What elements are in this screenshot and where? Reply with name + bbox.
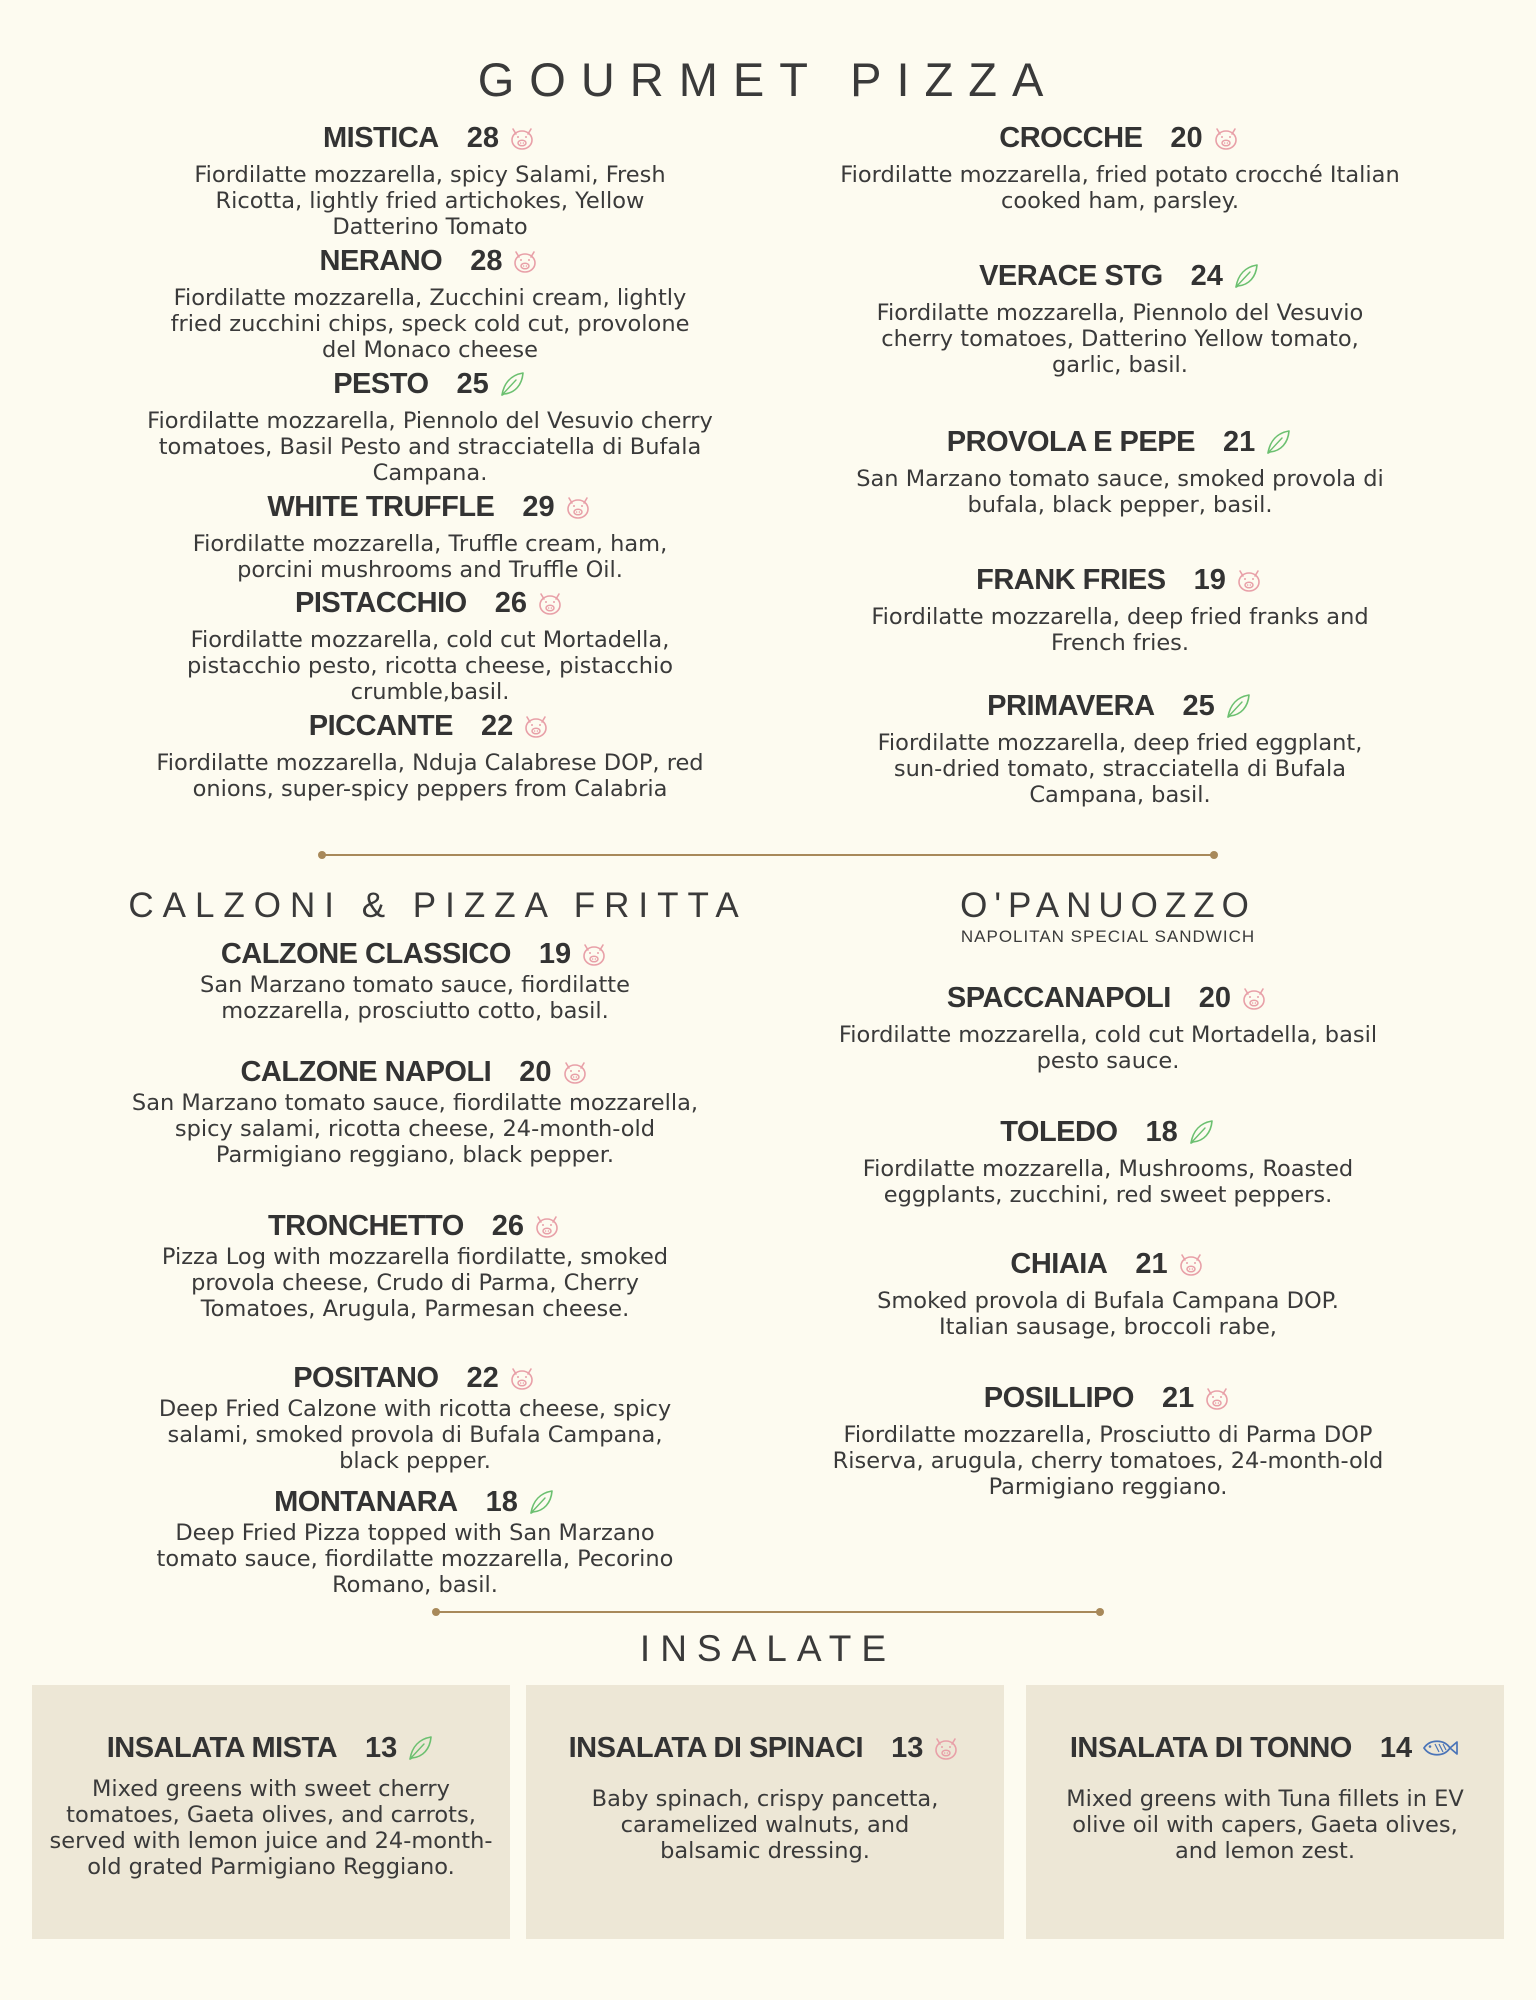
- section-title-gourmet-pizza: GOURMET PIZZA: [477, 53, 1059, 106]
- item-description: Deep Fried Pizza topped with San Marzano tomato sauce, fiordilatte mozzarella, Pecorino Romano, basil.: [156, 1520, 674, 1598]
- item-price: 24: [1190, 260, 1223, 292]
- menu-item-mistica: [128, 120, 732, 240]
- item-price: 19: [538, 938, 572, 970]
- menu-item-frank-fries: [820, 562, 1420, 656]
- menu-item-montanara: [115, 1484, 715, 1598]
- item-description: Deep Fried Calzone with ricotta cheese, spicy salami, smoked provola di Bufala Campana, black pepper.: [158, 1396, 672, 1474]
- menu-item-nerano: [128, 243, 732, 363]
- pig-icon: [1202, 1383, 1232, 1413]
- item-price: 18: [1145, 1116, 1178, 1148]
- item-price: 20: [519, 1056, 552, 1088]
- item-description: Smoked provola di Bufala Campana DOP. Italian sausage, broccoli rabe,: [877, 1288, 1339, 1340]
- menu-item-pesto: [128, 366, 732, 486]
- item-name: CHIAIA: [1010, 1248, 1108, 1280]
- menu-item-verace-stg: [820, 258, 1420, 378]
- item-name: CALZONE CLASSICO: [220, 938, 511, 970]
- pig-icon: [1211, 123, 1241, 153]
- item-name: NERANO: [319, 245, 443, 277]
- menu-item-tronchetto: [115, 1208, 715, 1322]
- section-title-insalate: INSALATE: [639, 1628, 897, 1669]
- fish-icon: [1420, 1733, 1460, 1763]
- item-description: Fiordilatte mozzarella, cold cut Mortadella, basil pesto sauce.: [838, 1022, 1378, 1074]
- item-price: 13: [365, 1732, 398, 1764]
- item-price: 22: [480, 710, 514, 742]
- section-subtitle-panuozzo: NAPOLITAN SPECIAL SANDWICH: [960, 927, 1256, 946]
- section-divider: [436, 1611, 1100, 1613]
- item-price: 21: [1135, 1248, 1168, 1280]
- leaf-icon: [1223, 691, 1253, 721]
- pig-icon: [507, 123, 537, 153]
- pig-icon: [532, 1211, 562, 1241]
- item-price: 19: [1193, 564, 1226, 596]
- item-name: PESTO: [333, 368, 429, 400]
- item-name: POSITANO: [293, 1362, 439, 1394]
- pig-icon: [1176, 1249, 1206, 1279]
- item-name: MISTICA: [323, 122, 439, 154]
- pig-icon: [931, 1733, 961, 1763]
- item-name: MONTANARA: [274, 1486, 458, 1518]
- menu-item-white-truffle: [128, 489, 732, 583]
- gourmet-right-column: [820, 120, 1420, 820]
- pig-icon: [579, 939, 609, 969]
- item-description: Fiordilatte mozzarella, deep fried franks and French fries.: [871, 604, 1369, 656]
- menu-item-calzone-classico: [115, 936, 715, 1024]
- item-description: Fiordilatte mozzarella, spicy Salami, Fresh Ricotta, lightly fried artichokes, Yellow Datterino Tomato: [194, 162, 666, 240]
- item-description: Fiordilatte mozzarella, deep fried eggplant, sun-dried tomato, stracciatella di Bufala Campana, basil.: [877, 730, 1363, 808]
- item-price: 21: [1161, 1382, 1195, 1414]
- pig-icon: [560, 1057, 590, 1087]
- item-price: 28: [466, 122, 499, 154]
- pig-icon: [521, 711, 551, 741]
- menu-item-provola-e-pepe: [820, 424, 1420, 518]
- item-price: 26: [494, 587, 527, 619]
- item-description: Fiordilatte mozzarella, cold cut Mortadella, pistacchio pesto, ricotta cheese, pistacchio crumble,basil.: [186, 627, 674, 705]
- gourmet-left-column: [128, 120, 732, 840]
- item-price: 18: [485, 1486, 518, 1518]
- item-price: 25: [456, 368, 489, 400]
- item-name: INSALATA DI SPINACI: [568, 1732, 864, 1764]
- item-price: 20: [1198, 982, 1232, 1014]
- item-name: PISTACCHIO: [295, 587, 467, 619]
- menu-item-chiaia: [808, 1246, 1408, 1340]
- salad-card-insalata-di-tonno: [1026, 1685, 1504, 1939]
- leaf-icon: [497, 369, 527, 399]
- item-price: 13: [891, 1732, 924, 1764]
- menu-item-piccante: [128, 708, 732, 802]
- item-description: San Marzano tomato sauce, fiordilatte mozzarella, prosciutto cotto, basil.: [200, 972, 630, 1024]
- item-description: Fiordilatte mozzarella, Truffle cream, ham, porcini mushrooms and Truffle Oil.: [192, 531, 668, 583]
- salad-card-insalata-mista: [32, 1685, 510, 1939]
- item-description: Fiordilatte mozzarella, Mushrooms, Roasted eggplants, zucchini, red sweet peppers.: [862, 1156, 1354, 1208]
- pig-icon: [563, 492, 593, 522]
- item-price: 20: [1170, 122, 1203, 154]
- item-name: VERACE STG: [979, 260, 1163, 292]
- panuozzo-column: [808, 980, 1408, 1520]
- menu-item-calzone-napoli: [115, 1054, 715, 1168]
- item-name: INSALATA MISTA: [106, 1732, 338, 1764]
- item-description: Fiordilatte mozzarella, fried potato crocché Italian cooked ham, parsley.: [840, 162, 1400, 214]
- item-name: POSILLIPO: [983, 1382, 1134, 1414]
- section-title-calzoni: CALZONI & PIZZA FRITTA: [128, 886, 748, 925]
- leaf-icon: [1263, 427, 1293, 457]
- item-name: INSALATA DI TONNO: [1069, 1732, 1352, 1764]
- item-price: 22: [466, 1362, 499, 1394]
- item-price: 29: [522, 491, 555, 523]
- item-description: Fiordilatte mozzarella, Zucchini cream, lightly fried zucchini chips, speck cold cut, provolone del Monaco cheese: [170, 285, 690, 363]
- menu-item-posillipo: [808, 1380, 1408, 1500]
- item-price: 26: [491, 1210, 525, 1242]
- item-description: Pizza Log with mozzarella fiordilatte, smoked provola cheese, Crudo di Parma, Cherry Tomatoes, Arugula, Parmesan cheese.: [161, 1244, 669, 1322]
- item-description: Mixed greens with sweet cherry tomatoes, Gaeta olives, and carrots, served with lemon juice and 24-month-old grated Parmigiano Reggiano.: [49, 1776, 493, 1880]
- menu-item-primavera: [820, 688, 1420, 808]
- item-name: PRIMAVERA: [987, 690, 1155, 722]
- item-name: FRANK FRIES: [976, 564, 1166, 596]
- menu-item-pistacchio: [128, 585, 732, 705]
- menu-item-crocche: [820, 120, 1420, 214]
- section-title-panuozzo: O'PANUOZZO: [960, 886, 1256, 925]
- item-name: WHITE TRUFFLE: [267, 491, 495, 523]
- item-description: Mixed greens with Tuna fillets in EV olive oil with capers, Gaeta olives, and lemon zest.: [1066, 1786, 1464, 1864]
- item-description: Fiordilatte mozzarella, Nduja Calabrese DOP, red onions, super-spicy peppers from Calabria: [156, 750, 704, 802]
- item-description: San Marzano tomato sauce, fiordilatte mozzarella, spicy salami, ricotta cheese, 24-month-old Parmigiano reggiano, black pepper.: [131, 1090, 699, 1168]
- item-name: TRONCHETTO: [267, 1210, 464, 1242]
- item-name: PICCANTE: [308, 710, 453, 742]
- leaf-icon: [405, 1733, 435, 1763]
- item-name: CALZONE NAPOLI: [240, 1056, 492, 1088]
- item-name: CROCCHE: [999, 122, 1143, 154]
- pig-icon: [1239, 983, 1269, 1013]
- pig-icon: [507, 1363, 537, 1393]
- item-price: 25: [1182, 690, 1215, 722]
- pig-icon: [1234, 565, 1264, 595]
- item-description: San Marzano tomato sauce, smoked provola di bufala, black pepper, basil.: [856, 466, 1384, 518]
- item-name: TOLEDO: [1000, 1116, 1118, 1148]
- item-description: Baby spinach, crispy pancetta, caramelized walnuts, and balsamic dressing.: [591, 1786, 939, 1864]
- leaf-icon: [526, 1487, 556, 1517]
- item-description: Fiordilatte mozzarella, Piennolo del Vesuvio cherry tomatoes, Basil Pesto and stracciatella di Bufala Campana.: [147, 408, 713, 486]
- salad-card-insalata-di-spinaci: [526, 1685, 1004, 1939]
- pig-icon: [535, 588, 565, 618]
- item-description: Fiordilatte mozzarella, Piennolo del Vesuvio cherry tomatoes, Datterino Yellow tomato, garlic, basil.: [876, 300, 1364, 378]
- item-price: 21: [1222, 426, 1256, 458]
- leaf-icon: [1231, 261, 1261, 291]
- item-price: 28: [470, 245, 503, 277]
- leaf-icon: [1186, 1117, 1216, 1147]
- item-name: SPACCANAPOLI: [946, 982, 1171, 1014]
- item-description: Fiordilatte mozzarella, Prosciutto di Parma DOP Riserva, arugula, cherry tomatoes, 24-month-old Parmigiano reggiano.: [832, 1422, 1384, 1500]
- section-divider: [322, 854, 1214, 856]
- item-name: PROVOLA E PEPE: [946, 426, 1195, 458]
- pig-icon: [510, 246, 540, 276]
- menu-item-toledo: [808, 1114, 1408, 1208]
- item-price: 14: [1379, 1732, 1413, 1764]
- menu-item-spaccanapoli: [808, 980, 1408, 1074]
- menu-item-positano: [115, 1360, 715, 1474]
- calzoni-column: [115, 936, 715, 1616]
